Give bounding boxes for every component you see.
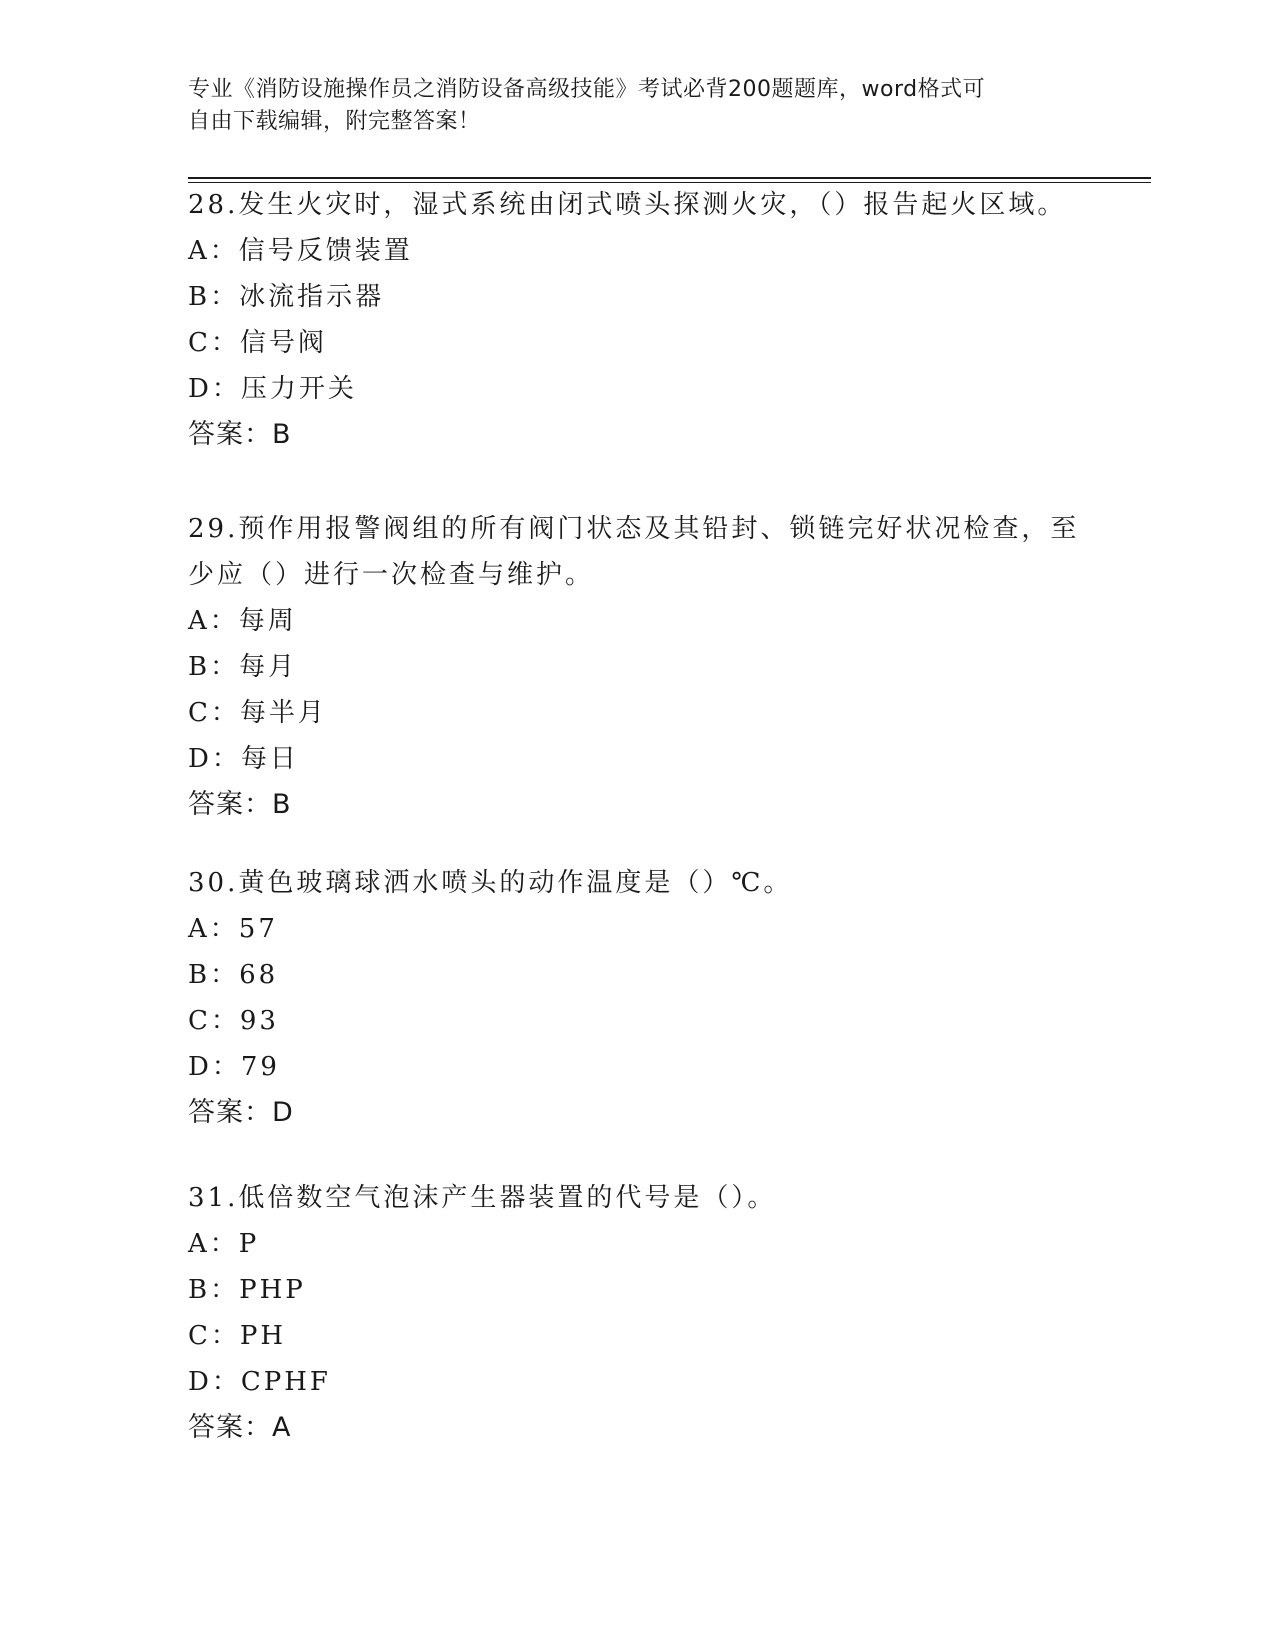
header-line-1: 专业《消防设施操作员之消防设备高级技能》考试必背200题题库，word格式可 [188,77,986,102]
answer-line: 答案：B [188,419,292,450]
question-block [188,860,1088,1136]
option-c: C：93 [188,1006,279,1036]
question-stem-continued: 少应（）进行一次检查与维护。 [188,560,595,590]
question-block [188,506,1088,828]
option-b: B：每月 [188,652,298,682]
answer-line: 答案：B [188,789,292,820]
question-block [188,1175,1088,1451]
option-a: A：信号反馈装置 [188,236,413,266]
option-c: C：PH [188,1321,287,1351]
header-divider-thick [188,177,1151,179]
option-d: D：CPHF [188,1367,331,1397]
question-stem: 31.低倍数空气泡沫产生器装置的代号是（）。 [188,1183,777,1213]
option-b: B：冰流指示器 [188,282,385,312]
option-d: D：每日 [188,744,299,774]
option-a: A：57 [188,914,278,944]
option-b: B：68 [188,960,279,990]
answer-line: 答案：D [188,1097,294,1128]
question-block [188,182,1088,458]
option-a: A：每周 [188,606,297,636]
document-header [188,74,1088,138]
option-d: D：79 [188,1052,280,1082]
option-b: B：PHP [188,1275,306,1305]
option-a: A：P [188,1229,260,1259]
option-c: C：每半月 [188,698,327,728]
option-c: C：信号阀 [188,328,327,358]
question-stem: 29.预作用报警阀组的所有阀门状态及其铅封、锁链完好状况检查，至 [188,514,1080,544]
question-stem: 28.发生火灾时，湿式系统由闭式喷头探测火灾，（）报告起火区域。 [188,190,1067,220]
answer-line: 答案：A [188,1412,292,1443]
option-d: D：压力开关 [188,374,357,404]
question-stem: 30.黄色玻璃球洒水喷头的动作温度是（）℃。 [188,868,793,898]
header-line-2: 自由下载编辑，附完整答案！ [188,109,481,134]
